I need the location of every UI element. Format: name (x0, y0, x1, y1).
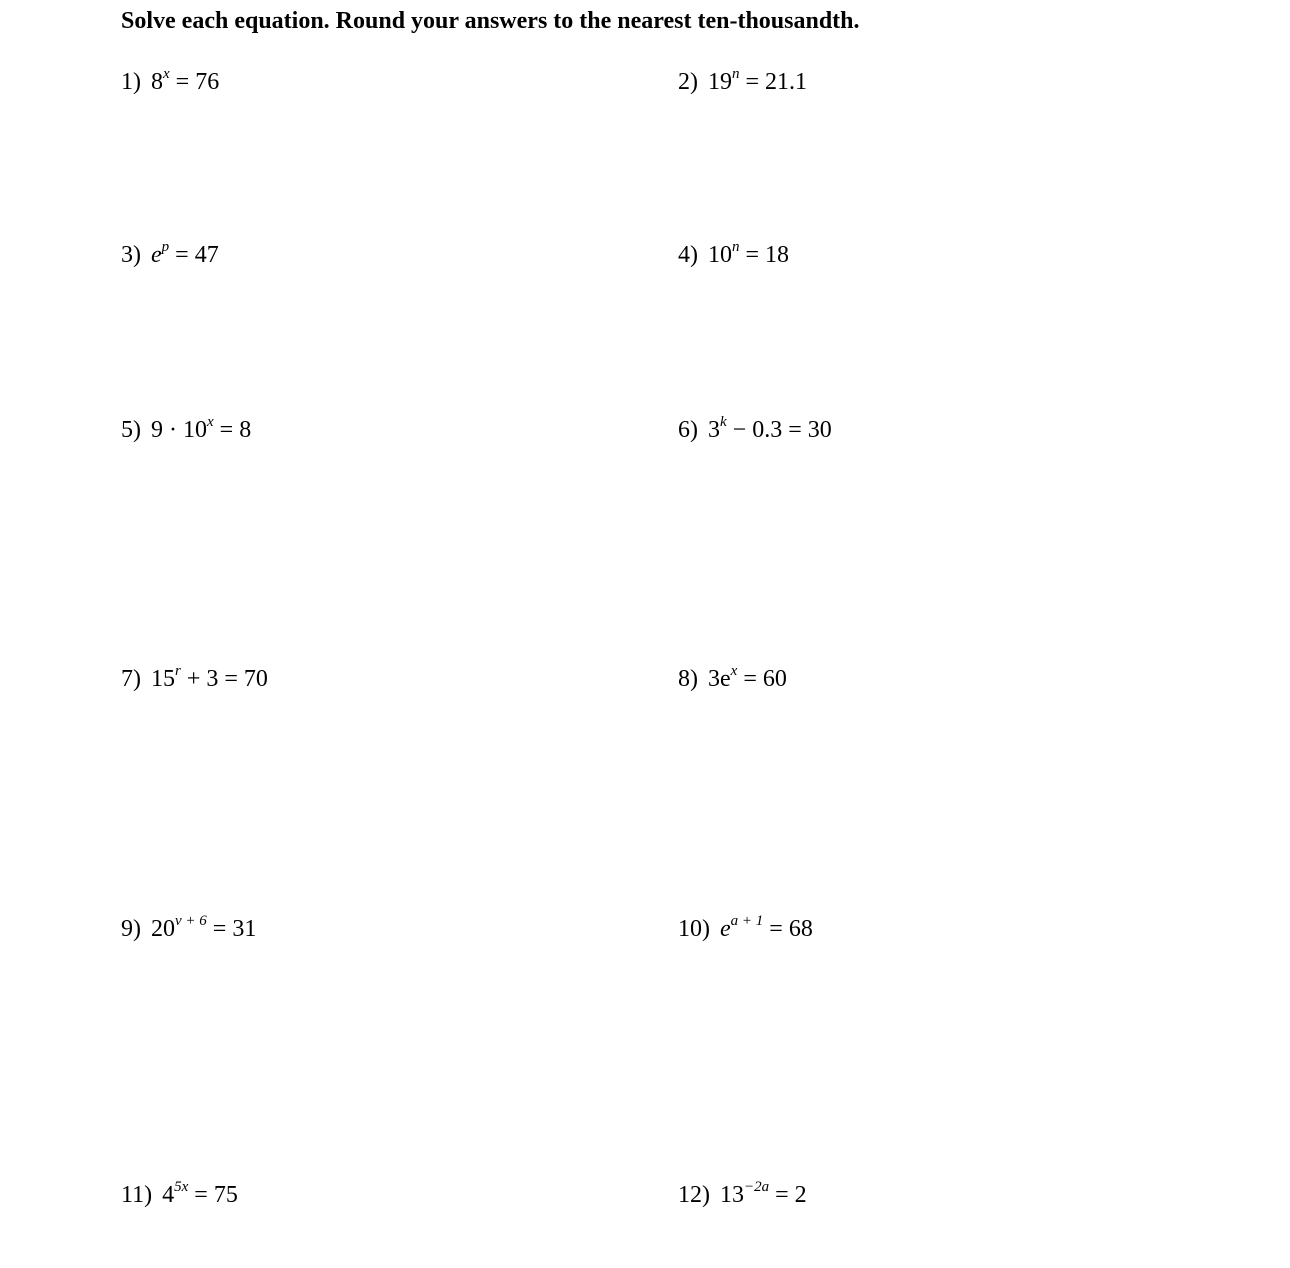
equation-base: 8 (151, 69, 163, 95)
equation-base: 4 (162, 1182, 175, 1208)
equation-base: 15 (151, 666, 175, 692)
equation-rest: = 47 (169, 242, 219, 268)
equation-base: 19 (708, 69, 732, 95)
problem-3 (121, 239, 219, 268)
problem-10 (678, 913, 813, 942)
equation-rest: + 3 = 70 (180, 666, 268, 692)
equation-base: e (720, 916, 731, 942)
problem-2 (678, 66, 808, 95)
equation-rest: = 75 (188, 1182, 238, 1208)
equation-rest: = 68 (763, 916, 813, 942)
problem-number: 4) (678, 242, 698, 268)
equation-exponent: n (732, 66, 740, 82)
problem-number: 2) (678, 69, 698, 95)
problem-number: 6) (678, 417, 698, 443)
problem-8 (678, 663, 787, 692)
equation-rest: = 2 (769, 1182, 807, 1208)
problem-number: 1) (121, 69, 141, 95)
problem-number: 5) (121, 417, 141, 443)
problem-number: 12) (678, 1182, 710, 1208)
problem-9 (121, 913, 257, 942)
equation-exponent: r (175, 663, 181, 679)
equation-exponent: x (207, 414, 214, 430)
problem-6 (678, 414, 832, 443)
equation-rest: = 60 (737, 666, 787, 692)
equation-exponent: k (720, 414, 727, 430)
equation-exponent: a + 1 (730, 913, 764, 929)
equation-exponent: p (161, 239, 170, 255)
worksheet-instructions: Solve each equation. Round your answers to the nearest ten-thousandth. (121, 8, 860, 34)
problem-4 (678, 239, 790, 268)
equation-base: 10 (708, 242, 732, 268)
problem-number: 11) (121, 1182, 153, 1208)
equation-exponent: 5x (174, 1179, 189, 1195)
problem-1 (121, 66, 220, 95)
equation-exponent: x (730, 663, 738, 679)
problem-number: 9) (121, 916, 141, 942)
problem-number: 8) (678, 666, 698, 692)
equation-rest: = 76 (169, 69, 220, 95)
problem-number: 3) (121, 242, 141, 268)
equation-base: 9 · 10 (151, 417, 207, 443)
equation-exponent: −2a (744, 1179, 770, 1195)
problem-7 (121, 663, 268, 692)
equation-exponent: x (163, 66, 170, 82)
problem-11 (121, 1179, 238, 1208)
equation-base: e (151, 242, 162, 268)
equation-exponent: v + 6 (175, 913, 207, 929)
equation-base: 13 (720, 1182, 744, 1208)
equation-exponent: n (732, 239, 740, 255)
equation-rest: − 0.3 = 30 (726, 417, 832, 443)
equation-rest: = 18 (739, 242, 790, 268)
problem-12 (678, 1179, 807, 1208)
equation-rest: = 21.1 (739, 69, 808, 95)
equation-base: 20 (151, 916, 175, 942)
problem-number: 10) (678, 916, 710, 942)
equation-base: 3e (708, 666, 731, 692)
problem-number: 7) (121, 666, 141, 692)
equation-rest: = 31 (206, 916, 257, 942)
equation-rest: = 8 (213, 417, 252, 443)
equation-base: 3 (708, 417, 720, 443)
problem-5 (121, 414, 252, 443)
